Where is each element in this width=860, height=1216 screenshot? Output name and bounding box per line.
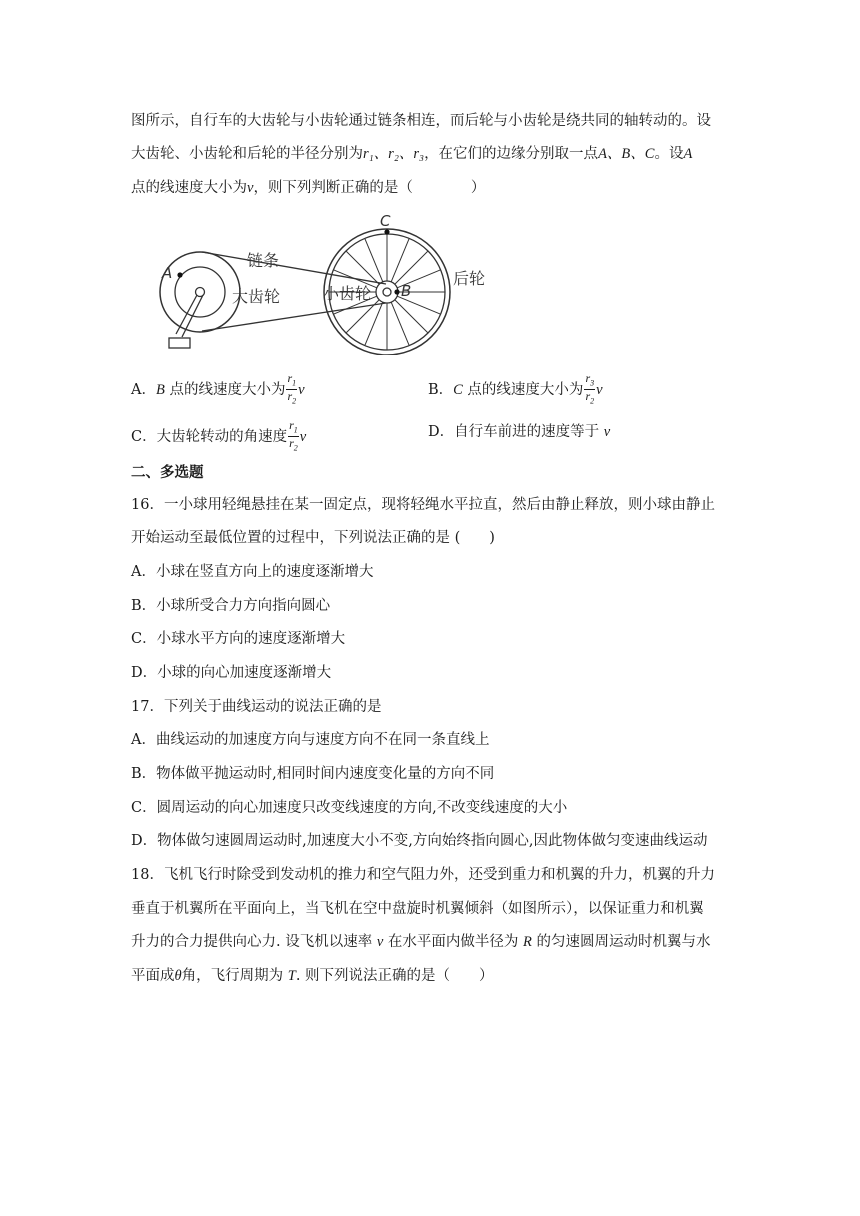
label-small-gear: 小齿轮 — [323, 284, 372, 303]
q18-stem-line1: 18．飞机飞行时除受到发动机的推力和空气阻力外，还受到重力和机翼的升力，机翼的升力 — [131, 867, 715, 883]
wheel-spoke — [365, 302, 383, 345]
q15-stem-line3: 点的线速度大小为v，则下列判断正确的是（ ） — [131, 180, 486, 196]
q15-stem-line1: 图所示，自行车的大齿轮与小齿轮通过链条相连，而后轮与小齿轮是绕共同的轴转动的。设 — [131, 113, 711, 129]
label-b: B — [401, 282, 412, 300]
label-c: C — [380, 212, 391, 230]
q16-option-b: B．小球所受合力方向指向圆心 — [131, 598, 331, 614]
label-chain: 链条 — [247, 251, 280, 270]
q16-option-d: D．小球的向心加速度逐渐增大 — [131, 665, 332, 681]
wheel-spoke — [365, 238, 383, 281]
wheel-spoke — [395, 251, 428, 284]
label-big-gear: 大齿轮 — [232, 287, 281, 306]
q17-option-a: A．曲线运动的加速度方向与速度方向不在同一条直线上 — [131, 732, 490, 748]
q16-option-a: A．小球在竖直方向上的速度逐渐增大 — [131, 564, 374, 580]
q15-option-a: A．B 点的线速度大小为 $\frac{r_1}{r_2}$ v — [131, 371, 305, 406]
label-rear-wheel: 后轮 — [453, 269, 486, 288]
q18-stem-line4: 平面成θ角，飞行周期为 T. 则下列说法正确的是（ ） — [131, 968, 494, 984]
q15-stem-line2: 大齿轮、小齿轮和后轮的半径分别为r₁、r₂、r₃，在它们的边缘分别取一点A、B、C。设A — [131, 146, 693, 162]
q16-option-c: C．小球水平方向的速度逐渐增大 — [131, 631, 346, 647]
q18-stem-line2: 垂直于机翼所在平面向上，当飞机在空中盘旋时机翼倾斜（如图所示），以保证重力和机翼 — [131, 901, 704, 917]
wheel-spoke — [391, 302, 409, 345]
point-b — [394, 289, 399, 294]
q15-option-d: D．自行车前进的速度等于 v — [428, 424, 611, 440]
point-c — [384, 229, 389, 234]
q16-stem-line1: 16．一小球用轻绳悬挂在某一固定点，现将轻绳水平拉直，然后由静止释放，则小球由静止 — [131, 497, 715, 513]
fraction-r1-r2: $\frac{r_1}{r_2}$ — [289, 418, 298, 453]
section-heading-multiple-choice: 二、多选题 — [131, 465, 204, 481]
label-a: A — [162, 264, 173, 282]
q17-option-b: B．物体做平抛运动时,相同时间内速度变化量的方向不同 — [131, 766, 495, 782]
wheel-spoke — [346, 300, 379, 333]
q17-option-d: D．物体做匀速圆周运动时,加速度大小不变,方向始终指向圆心,因此物体做匀变速曲线运动 — [131, 833, 708, 849]
q17-stem: 17．下列关于曲线运动的说法正确的是 — [131, 699, 382, 715]
q16-stem-line2: 开始运动至最低位置的过程中，下列说法正确的是 ( ) — [131, 530, 495, 546]
wheel-spoke — [391, 238, 409, 281]
bicycle-gear-figure — [150, 205, 500, 355]
fraction-r3-r2: $\frac{r_3}{r_2}$ — [585, 371, 595, 406]
fraction-r1-r2: $\frac{r_1}{r_2}$ — [287, 371, 297, 406]
wheel-spoke — [395, 300, 428, 333]
point-a — [177, 272, 182, 277]
q18-stem-line3: 升力的合力提供向心力. 设飞机以速率 v 在水平面内做半径为 R 的匀速圆周运动时机翼与水 — [131, 934, 711, 950]
q17-option-c: C．圆周运动的向心加速度只改变线速度的方向,不改变线速度的大小 — [131, 800, 568, 816]
q15-option-c: C．大齿轮转动的角速度 $\frac{r_1}{r_2}$ v — [131, 418, 307, 453]
q15-option-b: B．C 点的线速度大小为 $\frac{r_3}{r_2}$ v — [428, 371, 603, 406]
wheel-spoke — [346, 251, 379, 284]
